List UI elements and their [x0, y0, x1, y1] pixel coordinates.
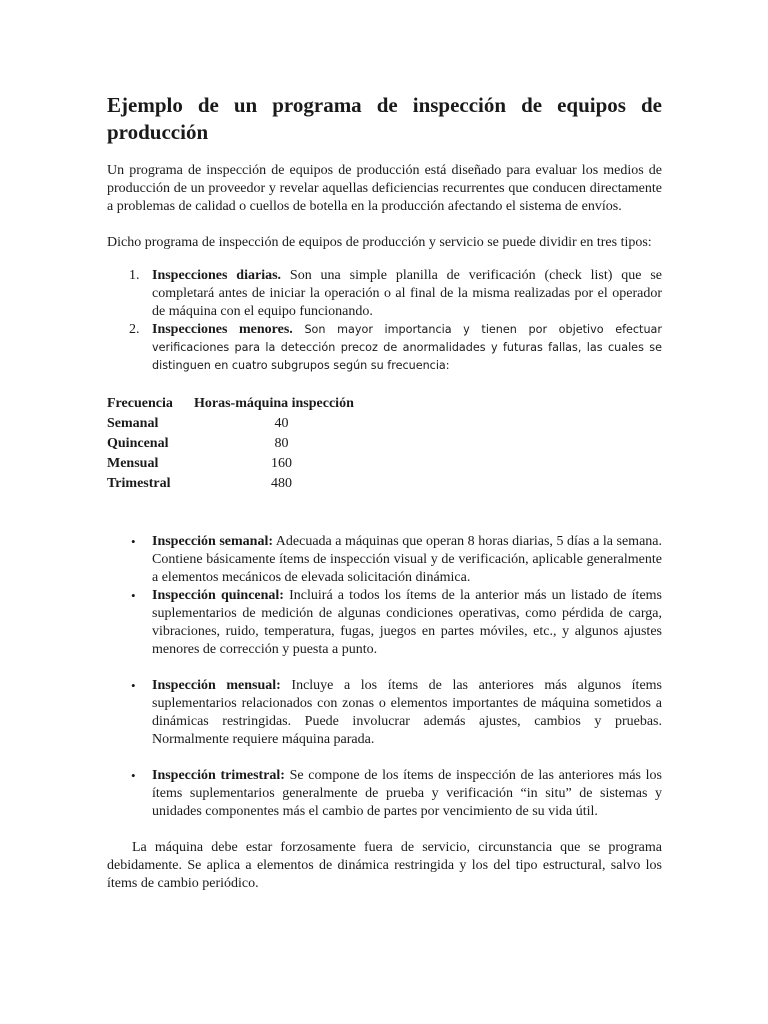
bullet-icon: • — [131, 588, 136, 603]
inspection-details-list — [107, 533, 662, 821]
bullet-icon: • — [131, 678, 136, 693]
document-content — [107, 92, 662, 893]
list-item-monthly — [107, 677, 662, 749]
list-item-label: Inspección trimestral: — [152, 768, 285, 783]
document-title: Ejemplo de un programa de inspección de equipos de producción — [107, 93, 662, 144]
list-item-text: Son una simple planilla de verificación (check list) que se completará antes de iniciar la operación o al final de la misma realizadas por el operador de máquina con el equipo funcionando. — [152, 268, 662, 319]
list-item-biweekly — [107, 587, 662, 659]
list-number: 2. — [129, 322, 140, 337]
table-cell-hours: 40 — [274, 416, 289, 431]
list-number: 1. — [129, 268, 140, 283]
table-row — [107, 454, 369, 474]
closing-paragraph: La máquina debe estar forzosamente fuera de servicio, circunstancia que se programa debidamente. Se aplica a elementos de dinámica restringida y los del tipo estructural, salvo los ítems de cambio periódico. — [107, 840, 662, 891]
inspection-types-list — [107, 267, 662, 375]
frequency-table — [107, 394, 369, 494]
list-item-weekly — [107, 533, 662, 587]
list-item-text: Se compone de los ítems de inspección de las anteriores más los ítems suplementarios generalmente de prueba y verificación “in situ” de sistemas y unidades componentes más el cambio de partes por vencimiento de su vida útil. — [152, 768, 662, 819]
intro-paragraph: Un programa de inspección de equipos de producción está diseñado para evaluar los medios de producción de un proveedor y revelar aquellas deficiencias recurrentes que conducen directamente a problemas de calidad o cuellos de botella en la producción afectando el sistema de envíos. — [107, 163, 662, 214]
list-item-text: Adecuada a máquinas que operan 8 horas diarias, 5 días a la semana. Contiene básicamente ítems de inspección visual y de verificación, aplicable generalmente a elementos mecánicos de elevada solicitación dinámica. — [152, 534, 662, 585]
table-header-row — [107, 394, 369, 414]
table-row — [107, 474, 369, 494]
list-item-label: Inspección semanal: — [152, 534, 273, 549]
bullet-icon: • — [131, 768, 136, 783]
list-item-label: Inspección quincenal: — [152, 588, 284, 603]
table-cell-hours: 80 — [274, 436, 289, 451]
list-item-label: Inspecciones diarias. — [152, 268, 282, 283]
list-item-text: Incluye a los ítems de las anteriores más algunos ítems suplementarios relacionados con zonas o elementos importantes de máquina sometidos a dinámicas restringidas. Puede involucrar además ajustes, cambios y pruebas. Normalmente requiere máquina parada. — [152, 678, 662, 747]
table-cell-hours: 480 — [271, 476, 292, 491]
bullet-icon: • — [131, 534, 136, 549]
table-cell-frequency: Quincenal — [107, 436, 169, 451]
list-item-text: Son mayor importancia y tienen por objetivo efectuar verificaciones para la detección precoz de anormalidades y futuras fallas, las cuales se distinguen en cuatro subgrupos según su frecuencia: — [152, 323, 662, 372]
list-item-daily — [107, 267, 662, 321]
table-cell-frequency: Trimestral — [107, 476, 171, 491]
list-item-quarterly — [107, 767, 662, 821]
list-item-text: Incluirá a todos los ítems de la anterior más un listado de ítems suplementarios de medición de algunas condiciones operativas, como pérdida de carga, vibraciones, ruido, temperatura, fugas, juegos en partes móviles, etc., y algunos ajustes menores de corrección y puesta a punto. — [152, 588, 662, 657]
division-paragraph: Dicho programa de inspección de equipos de producción y servicio se puede dividir en tres tipos: — [107, 235, 652, 250]
table-row — [107, 414, 369, 434]
table-cell-frequency: Mensual — [107, 456, 159, 471]
table-cell-frequency: Semanal — [107, 416, 159, 431]
table-cell-hours: 160 — [271, 456, 292, 471]
table-row — [107, 434, 369, 454]
list-item-label: Inspección mensual: — [152, 678, 281, 693]
list-item-label: Inspecciones menores. — [152, 322, 293, 337]
table-header: Frecuencia — [107, 396, 173, 411]
list-item-minor — [107, 321, 662, 375]
table-header: Horas-máquina inspección — [194, 396, 354, 411]
